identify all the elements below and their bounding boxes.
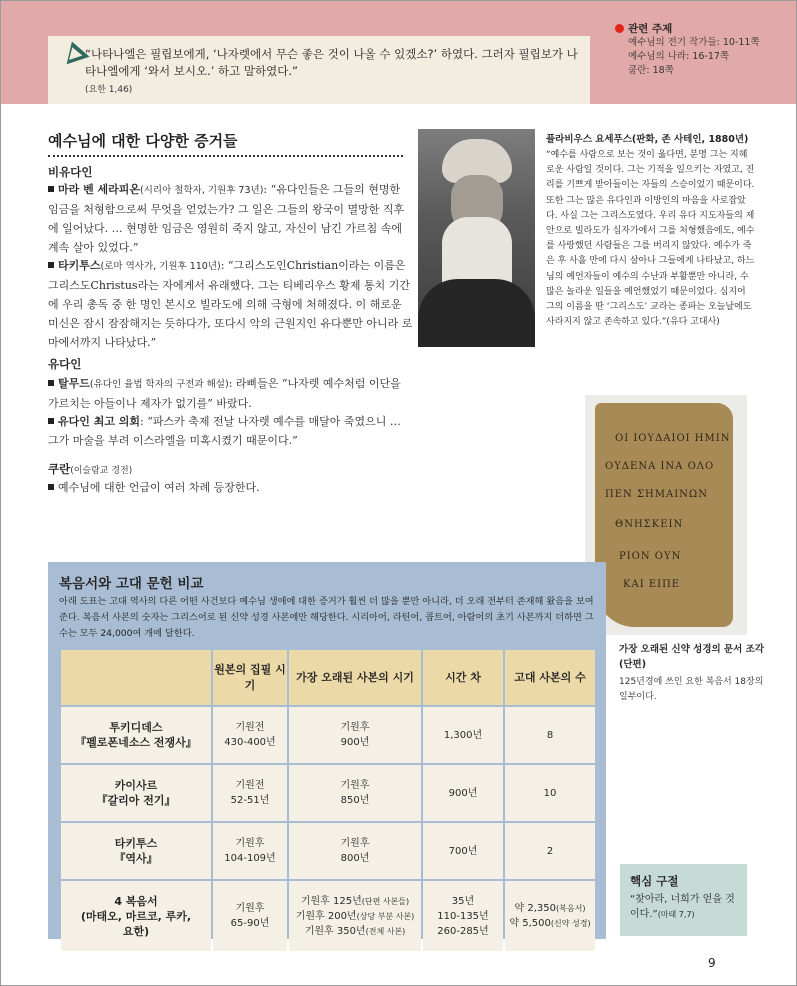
era-label: 기원후 bbox=[235, 903, 265, 914]
copy-note: (전체 사본) bbox=[365, 926, 406, 936]
entry-text: : 라삐들은 “나자렛 예수처럼 이단을 가르치는 아들이나 제자가 없기를” 바랐다. bbox=[48, 377, 401, 410]
count-value: 약 2,350 bbox=[514, 903, 557, 914]
work-name: 타키투스 bbox=[114, 837, 158, 850]
era-label: 기원후 bbox=[235, 838, 265, 849]
related-topics bbox=[615, 21, 791, 78]
work-name: 카이사르 bbox=[114, 779, 158, 792]
table-cell-written bbox=[213, 707, 287, 763]
entry-note: (시리아 철학자, 기원후 73년) bbox=[140, 185, 264, 196]
work-title: 『펠로폰네소스 전쟁사』 bbox=[75, 736, 197, 749]
entry-text: : “유다인들은 그들의 현명한 임금을 처형함으로써 무엇을 얻었는가? 그 일은 그들의 왕국이 멸망한 직후에 일어났다. … 현명한 임금은 영원히 죽지 않고, 자신이 남긴 가르침 속에 계속 살아 있었다.” bbox=[48, 183, 405, 254]
category-quran-note: (이슬람교 경전) bbox=[70, 466, 133, 476]
related-topics-heading bbox=[615, 21, 791, 36]
era-label: 기원전 bbox=[235, 722, 265, 733]
copy-year: 기원후 125년 bbox=[300, 895, 362, 907]
table-cell-work bbox=[61, 881, 211, 951]
category-jewish: 유다인 bbox=[48, 357, 82, 371]
entry-note: (유다인 율법 학자의 구전과 해설) bbox=[89, 379, 229, 390]
josephus-portrait-image bbox=[418, 129, 535, 347]
table-cell-gap: 1,300년 bbox=[423, 707, 503, 763]
evidence-entry-council bbox=[48, 412, 414, 450]
comparison-intro: 아래 도표는 고대 역사의 다른 어떤 사건보다 예수님 생애에 대한 증거가 훨씬 더 많을 뿐만 아니라, 더 오래 전부터 존재해 왔음을 보여 준다. 복음서 사본의 숫자는 그리스어로 된 신약 성경 사본에만 해당한다. 시리아어, 라틴어, 콥트어, 아람어의 초기 사본까지 더하면 그 수는 모두 24,000여 개에 달한다. bbox=[59, 596, 594, 639]
evidence-entry-mara bbox=[48, 180, 414, 257]
red-dot-icon bbox=[615, 24, 624, 33]
key-verse-title: 핵심 구절 bbox=[630, 874, 679, 888]
copy-note: (단편 사본들) bbox=[361, 896, 410, 906]
entry-name: 타키투스 bbox=[58, 259, 101, 272]
work-title: 요한) bbox=[122, 924, 150, 938]
count-note: (신약 성경) bbox=[550, 919, 591, 928]
table-cell-count: 8 bbox=[505, 707, 595, 763]
table-row bbox=[61, 765, 595, 821]
key-verse-box bbox=[620, 864, 747, 936]
table-header-cell bbox=[61, 650, 211, 705]
gap-value: 110-135년 bbox=[437, 910, 489, 922]
work-name: 4 복음서 bbox=[114, 894, 158, 908]
year-range: 65-90년 bbox=[230, 918, 270, 929]
table-row bbox=[61, 823, 595, 879]
entry-text: : “파스카 축제 전날 나자렛 예수를 매달아 죽였으니 … 그가 마술을 부려 이스라엘을 미혹시켰기 때문이다.” bbox=[48, 415, 401, 447]
category-quran bbox=[48, 461, 132, 477]
evidence-section-title: 예수님에 대한 다양한 증거들 bbox=[48, 132, 238, 150]
table-cell-written bbox=[213, 823, 287, 879]
key-verse-reference: (마태 7,7) bbox=[657, 910, 695, 919]
work-title: 『갈리아 전기』 bbox=[96, 794, 176, 807]
bullet-icon bbox=[48, 484, 54, 490]
bullet-icon bbox=[48, 262, 54, 268]
table-cell-work bbox=[61, 823, 211, 879]
table-header-row bbox=[61, 650, 595, 705]
copy-year: 기원후 350년 bbox=[304, 925, 366, 937]
copy-year: 800년 bbox=[340, 853, 370, 864]
bullet-icon bbox=[48, 418, 54, 424]
entry-text: 예수님에 대한 언급이 여러 차례 등장한다. bbox=[58, 481, 260, 494]
papyrus-caption-title: 가장 오래된 신약 성경의 문서 조각(단편) bbox=[619, 644, 765, 670]
quote-reference: (요한 1,46) bbox=[85, 85, 133, 95]
gap-value: 35년 bbox=[451, 895, 475, 907]
table-cell-gap: 900년 bbox=[423, 765, 503, 821]
table-cell-copy bbox=[289, 881, 421, 951]
count-value: 약 5,500 bbox=[509, 918, 551, 929]
table-header-cell: 고대 사본의 수 bbox=[505, 650, 595, 705]
bullet-icon bbox=[48, 186, 54, 192]
related-topic-item: 예수님의 나라: 16-17쪽 bbox=[628, 51, 730, 62]
bullet-icon bbox=[48, 380, 54, 386]
key-verse-quote: “찾아라, 너희가 얻을 것이다.” bbox=[630, 894, 735, 920]
table-cell-work bbox=[61, 765, 211, 821]
comparison-table bbox=[59, 648, 597, 953]
table-cell-gap: 700년 bbox=[423, 823, 503, 879]
work-title: (마태오, 마르코, 루카, bbox=[80, 909, 192, 923]
table-cell-written bbox=[213, 765, 287, 821]
table-header-cell: 가장 오래된 사본의 시기 bbox=[289, 650, 421, 705]
table-cell-copy bbox=[289, 823, 421, 879]
copy-year: 기원후 200년 bbox=[295, 910, 357, 922]
table-header-cell: 원본의 집필 시기 bbox=[213, 650, 287, 705]
table-cell-gap bbox=[423, 881, 503, 951]
copy-year: 850년 bbox=[340, 795, 370, 806]
entry-text: : “그리스도인Christian이라는 이름은 그리스도Christus라는 자에게서 유래했다. 그는 티베리우스 황제 통치 기간에 우리 총독 중 한 명인 본시오 빌라도에 의해 극형에 처해졌다. 이 해로운 미신은 잠시 잠잠해지는 듯하다가, 또다시 악의 근원지인 유다뿐만 아니라 로마에서까지 나타났다.” bbox=[48, 259, 413, 349]
dotted-divider bbox=[48, 155, 403, 157]
category-quran-title: 쿠란 bbox=[48, 462, 71, 476]
copy-note: (상당 부분 사본) bbox=[356, 911, 415, 921]
table-cell-work bbox=[61, 707, 211, 763]
entry-name: 탈무드 bbox=[58, 377, 90, 390]
year-range: 52-51년 bbox=[230, 795, 270, 806]
category-non-jewish: 비유다인 bbox=[48, 165, 93, 179]
era-label: 기원후 bbox=[340, 838, 370, 849]
related-topics-title: 관련 주제 bbox=[628, 23, 673, 35]
josephus-quote: “예수를 사람으로 보는 것이 옳다면, 분명 그는 지혜로운 사람일 것이다. 그는 기적을 일으키는 자였고, 진리를 기쁘게 받아들이는 자들의 스승이었기 때문이다. 또한 그는 많은 유다인과 이방인의 마음을 사로잡았다. 사실 그는 그리스도였다. 우리 유다 지도자들의 제안으로 빌라도가 십자가에서 그를 처형했음에도, 예수를 사랑했던 사람들은 그를 버리지 않았다. 예수가 죽은 후 사흘 만에 다시 살아나 그들에게 나타났고, 하느님의 예언자들이 예수의 수난과 부활뿐만 아니라, 수많은 놀라운 일들을 예언했었기 때문이었다. 심지어 그의 이름을 딴 ‘그리스도’ 교라는 종파는 오늘날에도 사라지지 않고 존속하고 있다.”(유다 고대사) bbox=[546, 150, 755, 328]
work-name: 투키디데스 bbox=[109, 721, 163, 734]
table-cell-count: 10 bbox=[505, 765, 595, 821]
year-range: 104-109년 bbox=[224, 853, 276, 864]
related-topic-item: 예수님의 전기 작가들: 10-11쪽 bbox=[628, 37, 760, 48]
table-header-cell: 시간 차 bbox=[423, 650, 503, 705]
era-label: 기원후 bbox=[340, 780, 370, 791]
work-title: 『역사』 bbox=[114, 852, 158, 865]
table-row bbox=[61, 707, 595, 763]
page-number: 9 bbox=[708, 956, 716, 970]
entry-name: 유다인 최고 의회 bbox=[58, 415, 141, 428]
evidence-entry-tacitus bbox=[48, 256, 414, 352]
era-label: 기원전 bbox=[235, 780, 265, 791]
related-topic-item: 쿰란: 18쪽 bbox=[628, 65, 674, 76]
papyrus-text-line: ΟΥΔΕΝΑ ΙΝΑ ΟΛΟ bbox=[605, 461, 715, 472]
portrait-robe bbox=[418, 279, 535, 347]
entry-name: 마라 벤 세라피온 bbox=[58, 183, 141, 196]
papyrus-text-line: ΚΑΙ ΕΙΠΕ bbox=[623, 579, 681, 590]
papyrus-caption-text: 125년경에 쓰인 요한 복음서 18장의 일부이다. bbox=[619, 677, 764, 702]
year-range: 430-400년 bbox=[224, 737, 276, 748]
gap-value: 260-285년 bbox=[437, 925, 489, 937]
count-note: (복음서) bbox=[556, 904, 586, 913]
table-cell-count bbox=[505, 881, 595, 951]
table-cell-written bbox=[213, 881, 287, 951]
josephus-caption-title: 플라비우스 요세푸스(판화, 존 사테인, 1880년) bbox=[546, 134, 749, 145]
key-verse-text bbox=[630, 892, 744, 922]
era-label: 기원후 bbox=[340, 722, 370, 733]
quote-text: “나타나엘은 필립보에게, ‘나자렛에서 무슨 좋은 것이 나올 수 있겠소?’ 하였다. 그러자 필립보가 나타나엘에게 ‘와서 보시오.’ 하고 말하였다.” bbox=[85, 47, 578, 78]
comparison-title: 복음서와 고대 문헌 비교 bbox=[59, 576, 204, 592]
papyrus-text-line: ΘΝΗΣΚΕΙΝ bbox=[615, 519, 684, 530]
table-cell-copy bbox=[289, 707, 421, 763]
evidence-entry-talmud bbox=[48, 374, 414, 413]
papyrus-text-line: ΠΕΝ ΣΗΜΑΙΝΩΝ bbox=[605, 489, 708, 500]
entry-note: (로마 역사가, 기원후 110년) bbox=[100, 261, 221, 272]
comparison-box bbox=[48, 562, 606, 939]
table-cell-count: 2 bbox=[505, 823, 595, 879]
copy-year: 900년 bbox=[340, 737, 370, 748]
evidence-entry-quran bbox=[48, 478, 414, 497]
papyrus-text-line: ΟΙ ΙΟΥΔΑΙΟΙ ΗΜΙΝ bbox=[615, 433, 731, 444]
table-row bbox=[61, 881, 595, 951]
papyrus-text-line: ΡΙΟΝ ΟΥΝ bbox=[619, 551, 682, 562]
table-cell-copy bbox=[289, 765, 421, 821]
